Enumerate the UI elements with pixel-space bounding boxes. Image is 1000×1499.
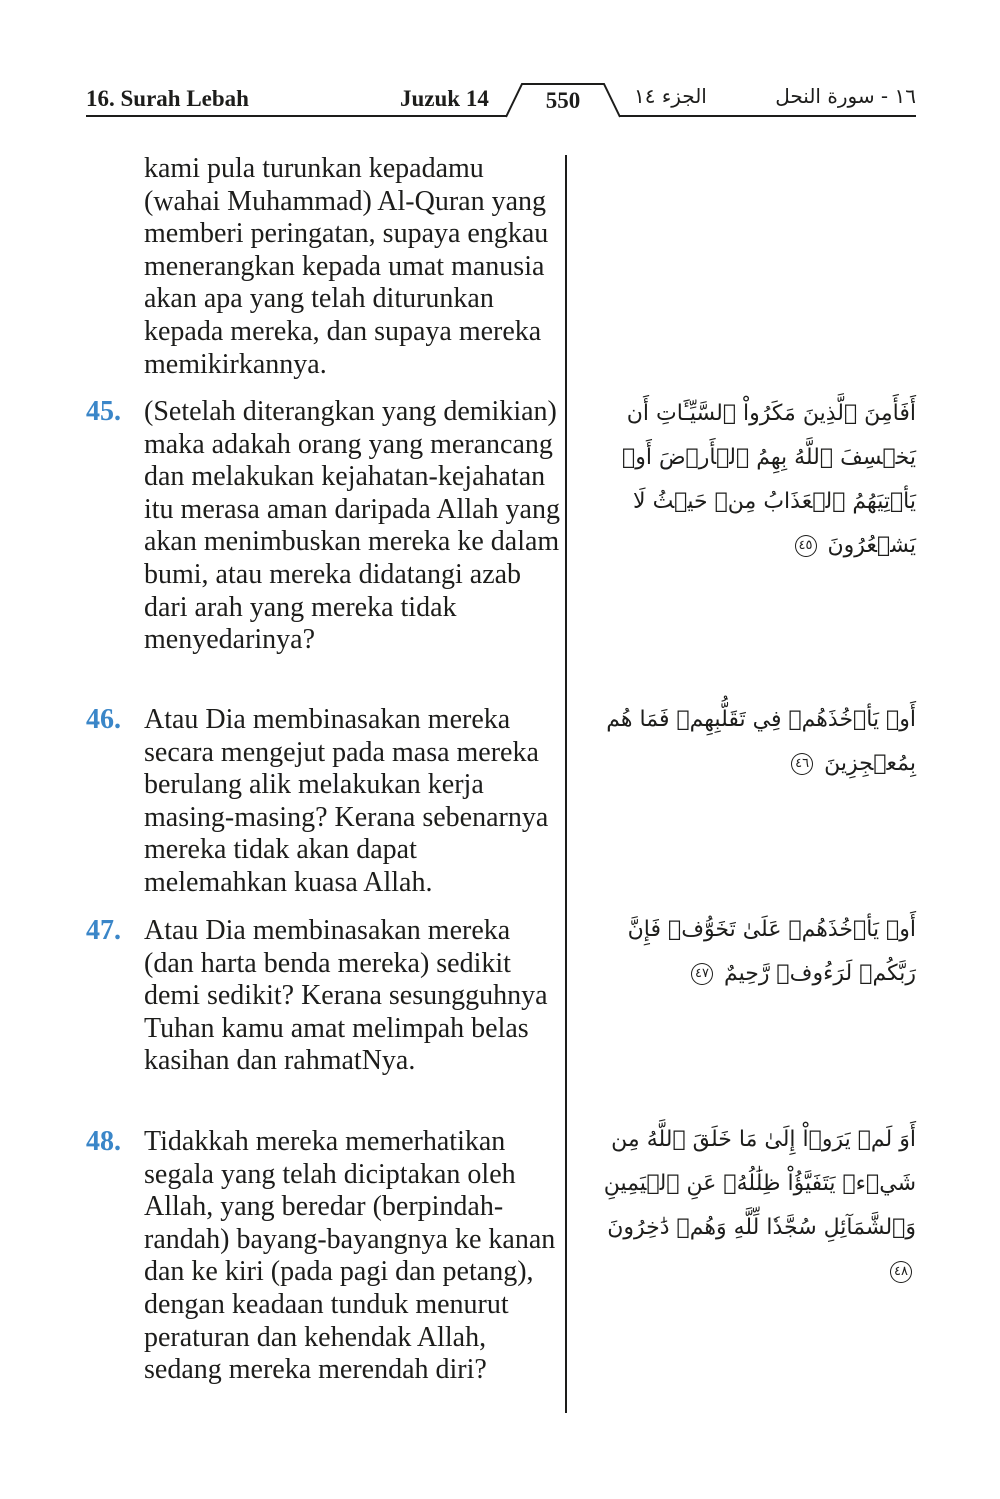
verse-number-48: 48. (86, 1126, 121, 1157)
verse-45-translation: (Setelah diterangkan yang demikian) maka adakah orang yang merancang dan melakukan kejahatan-kejahatan itu merasa aman daripada Allah yang akan menimbuskan mereka ke dalam bumi, atau mereka didatangi azab dari arah yang mereka tidak menyedarinya? (144, 396, 560, 656)
verse-number-46: 46. (86, 704, 121, 735)
verse-46-arabic (596, 698, 916, 786)
continuation-text: kami pula turunkan kepadamu (wahai Muhammad) Al-Quran yang memberi peringatan, supaya engkau menerangkan kepada umat manusia akan apa yang telah diturunkan kepada mereka, dan supaya mereka memikirkannya. (144, 153, 549, 380)
verse-47-arabic (596, 908, 916, 996)
page-number: 550 (545, 88, 581, 113)
verse-46-translation: Atau Dia membinasakan mereka secara mengejut pada masa mereka berulang alik melakukan kerja masing-masing? Kerana sebenarnya mereka tidak akan dapat melemahkan kuasa Allah. (144, 704, 549, 898)
verse-48-arabic (596, 1118, 916, 1294)
surah-title-arabic: ١٦ - سورة النحل (775, 84, 916, 108)
verse-number-45: 45. (86, 396, 121, 427)
column-divider (565, 155, 567, 1413)
verse-number-47: 47. (86, 915, 121, 946)
header-rule (86, 115, 916, 117)
ayah-end-marker-46: ٤٦ (791, 753, 813, 775)
verse-47-arabic-text: أَوۡ يَأۡخُذَهُمۡ عَلَىٰ تَخَوُّفٖ فَإِنَّ رَبَّكُمۡ لَرَءُوفٞ رَّحِيمٌ (627, 917, 916, 986)
verse-48-arabic-text: أَوَ لَمۡ يَرَوۡاْ إِلَىٰ مَا خَلَقَ ٱللَّهُ مِن شَيۡءٖ يَتَفَيَّؤُاْ ظِلَٰلُهُۥ عَنِ ٱلۡيَمِينِ وَٱلشَّمَآئِلِ سُجَّدٗا لِّلَّهِ وَهُمۡ دَٰخِرُونَ (603, 1127, 916, 1240)
surah-title-latin: 16. Surah Lebah (86, 86, 249, 111)
verse-46-arabic-text: أَوۡ يَأۡخُذَهُمۡ فِي تَقَلُّبِهِمۡ فَمَا هُم بِمُعۡجِزِينَ (606, 707, 916, 776)
juzuk-label: Juzuk 14 (400, 86, 489, 111)
ayah-end-marker-47: ٤٧ (691, 963, 713, 985)
page-header (86, 78, 916, 128)
verse-45-arabic (596, 392, 916, 568)
ayah-end-marker-48: ٤٨ (890, 1261, 912, 1283)
verse-48-translation: Tidakkah mereka memerhatikan segala yang telah diciptakan oleh Allah, yang beredar (berpindah-randah) bayang-bayangnya ke kanan dan ke kiri (pada pagi dan petang), dengan keadaan tunduk menurut peraturan dan kehendak Allah, sedang mereka merendah diri? (144, 1126, 556, 1386)
ayah-end-marker-45: ٤٥ (795, 535, 817, 557)
verse-45-arabic-text: أَفَأَمِنَ ٱلَّذِينَ مَكَرُواْ ٱلسَّيِّـَٔاتِ أَن يَخۡسِفَ ٱللَّهُ بِهِمُ ٱلۡأَرۡضَ أَوۡ يَأۡتِيَهُمُ ٱلۡعَذَابُ مِنۡ حَيۡثُ لَا يَشۡعُرُونَ (622, 401, 916, 558)
verse-47-translation: Atau Dia membinasakan mereka (dan harta benda mereka) sedikit demi sedikit? Kerana sesungguhnya Tuhan kamu amat melimpah belas kasihan dan rahmatNya. (144, 915, 548, 1077)
juz-label-arabic: الجزء ١٤ (634, 84, 707, 108)
